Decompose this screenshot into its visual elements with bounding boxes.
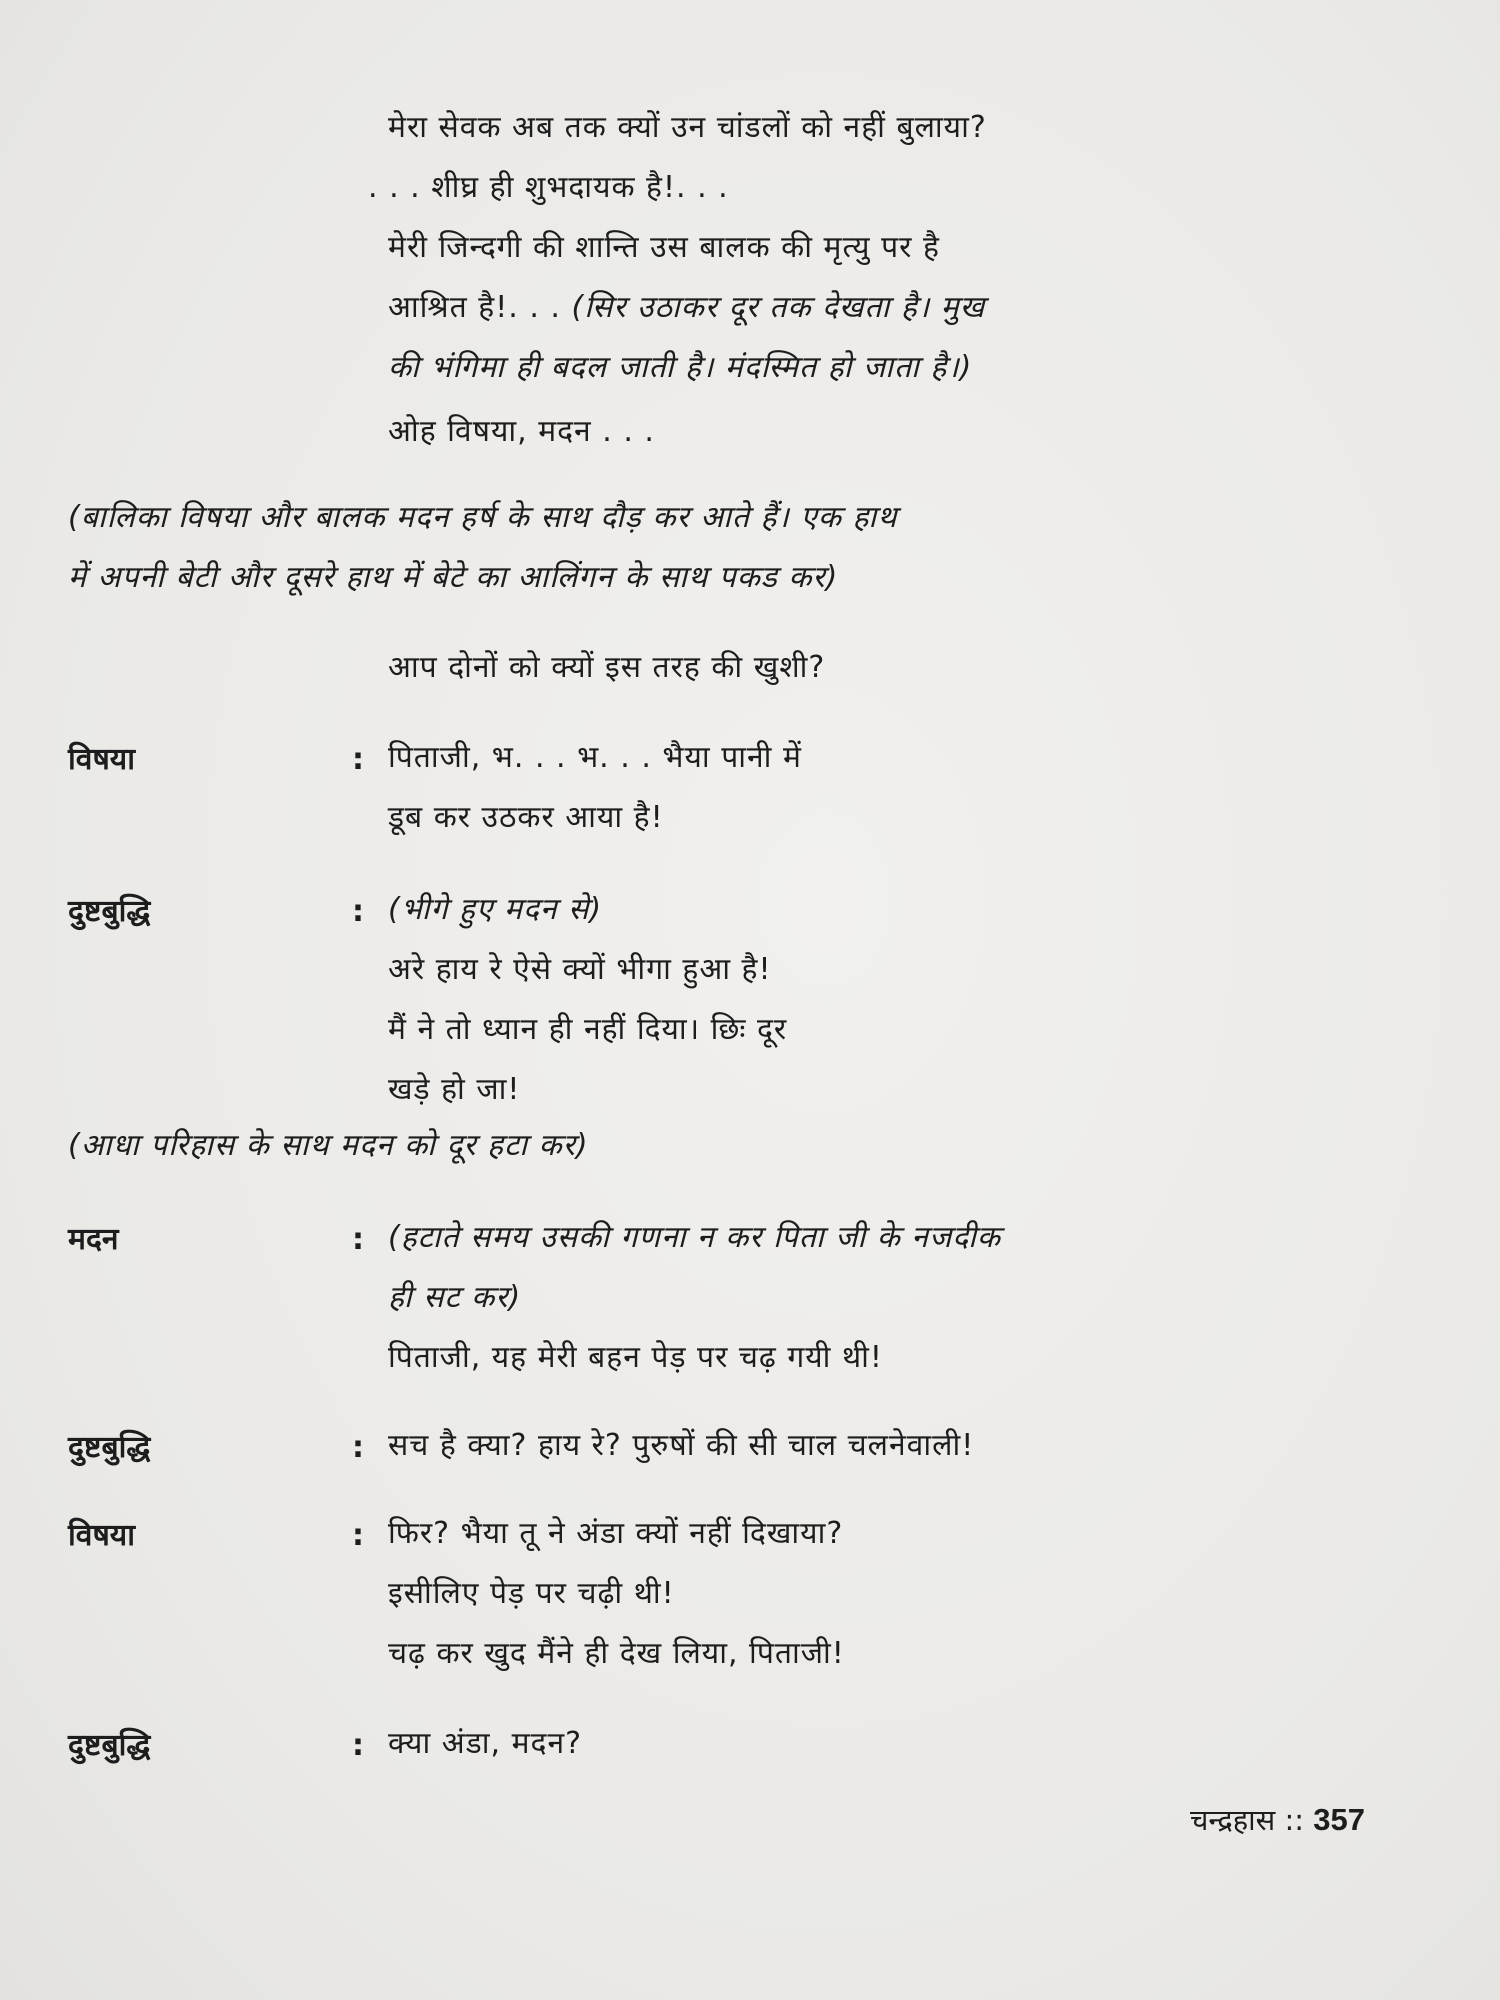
stage-direction-line: (आधा परिहास के साथ मदन को दूर हटा कर) [68,1128,589,1163]
dialogue-line: खड़े हो जा! [388,1072,521,1107]
page-footer [1190,1800,1365,1840]
stage-direction-line: (बालिका विषया और बालक मदन हर्ष के साथ दौड़ कर आते हैं। एक हाथ [68,500,898,535]
stage-direction-line: की भंगिमा ही बदल जाती है। मंदस्मित हो जाता है।) [388,350,973,385]
monologue-text: आश्रित है!. . . [388,290,572,325]
stage-direction-line: ही सट कर) [388,1280,522,1315]
speaker-name: विषया [68,1518,135,1553]
monologue-line: मेरी जिन्दगी की शान्ति उस बालक की मृत्यु पर है [388,230,940,265]
monologue-line: . . . शीघ्र ही शुभदायक है!. . . [368,170,729,205]
speaker-colon: : [352,742,364,777]
speaker-name: विषया [68,742,135,777]
dialogue-line: चढ़ कर खुद मैंने ही देख लिया, पिताजी! [388,1636,845,1671]
speaker-colon: : [352,1222,364,1257]
dialogue-line: पिताजी, यह मेरी बहन पेड़ पर चढ़ गयी थी! [388,1340,883,1375]
book-title: चन्द्रहास :: [1189,1803,1314,1837]
speaker-name: दुष्टबुद्धि [68,1728,151,1763]
stage-direction: (सिर उठाकर दूर तक देखता है। मुख [571,290,986,325]
monologue-line: मेरा सेवक अब तक क्यों उन चांडलों को नहीं बुलाया? [388,110,987,145]
monologue-line: ओह विषया, मदन . . . [388,414,655,449]
speaker-colon: : [352,894,364,929]
speaker-colon: : [352,1430,364,1465]
stage-direction-line: (हटाते समय उसकी गणना न कर पिता जी के नजदीक [388,1220,1001,1255]
speaker-name: दुष्टबुद्धि [68,894,151,929]
dialogue-line: आप दोनों को क्यों इस तरह की खुशी? [388,650,826,685]
page-number: 357 [1313,1802,1365,1837]
dialogue-line: पिताजी, भ. . . भ. . . भैया पानी में [388,740,802,775]
speaker-colon: : [352,1518,364,1553]
dialogue-line: क्या अंडा, मदन? [388,1726,583,1761]
dialogue-line: मैं ने तो ध्यान ही नहीं दिया। छिः दूर [388,1012,788,1047]
speaker-colon: : [352,1728,364,1763]
dialogue-line: इसीलिए पेड़ पर चढ़ी थी! [388,1576,675,1611]
dialogue-line: डूब कर उठकर आया है! [388,800,664,835]
dialogue-line: सच है क्या? हाय रे? पुरुषों की सी चाल चलनेवाली! [388,1428,975,1463]
stage-direction-line: (भीगे हुए मदन से) [388,892,603,927]
dialogue-line: फिर? भैया तू ने अंडा क्यों नहीं दिखाया? [388,1516,844,1551]
monologue-line [388,288,985,328]
speaker-name: मदन [68,1222,119,1257]
speaker-name: दुष्टबुद्धि [68,1430,151,1465]
dialogue-line: अरे हाय रे ऐसे क्यों भीगा हुआ है! [388,952,772,987]
stage-direction-line: में अपनी बेटी और दूसरे हाथ में बेटे का आलिंगन के साथ पकड कर) [68,560,839,595]
